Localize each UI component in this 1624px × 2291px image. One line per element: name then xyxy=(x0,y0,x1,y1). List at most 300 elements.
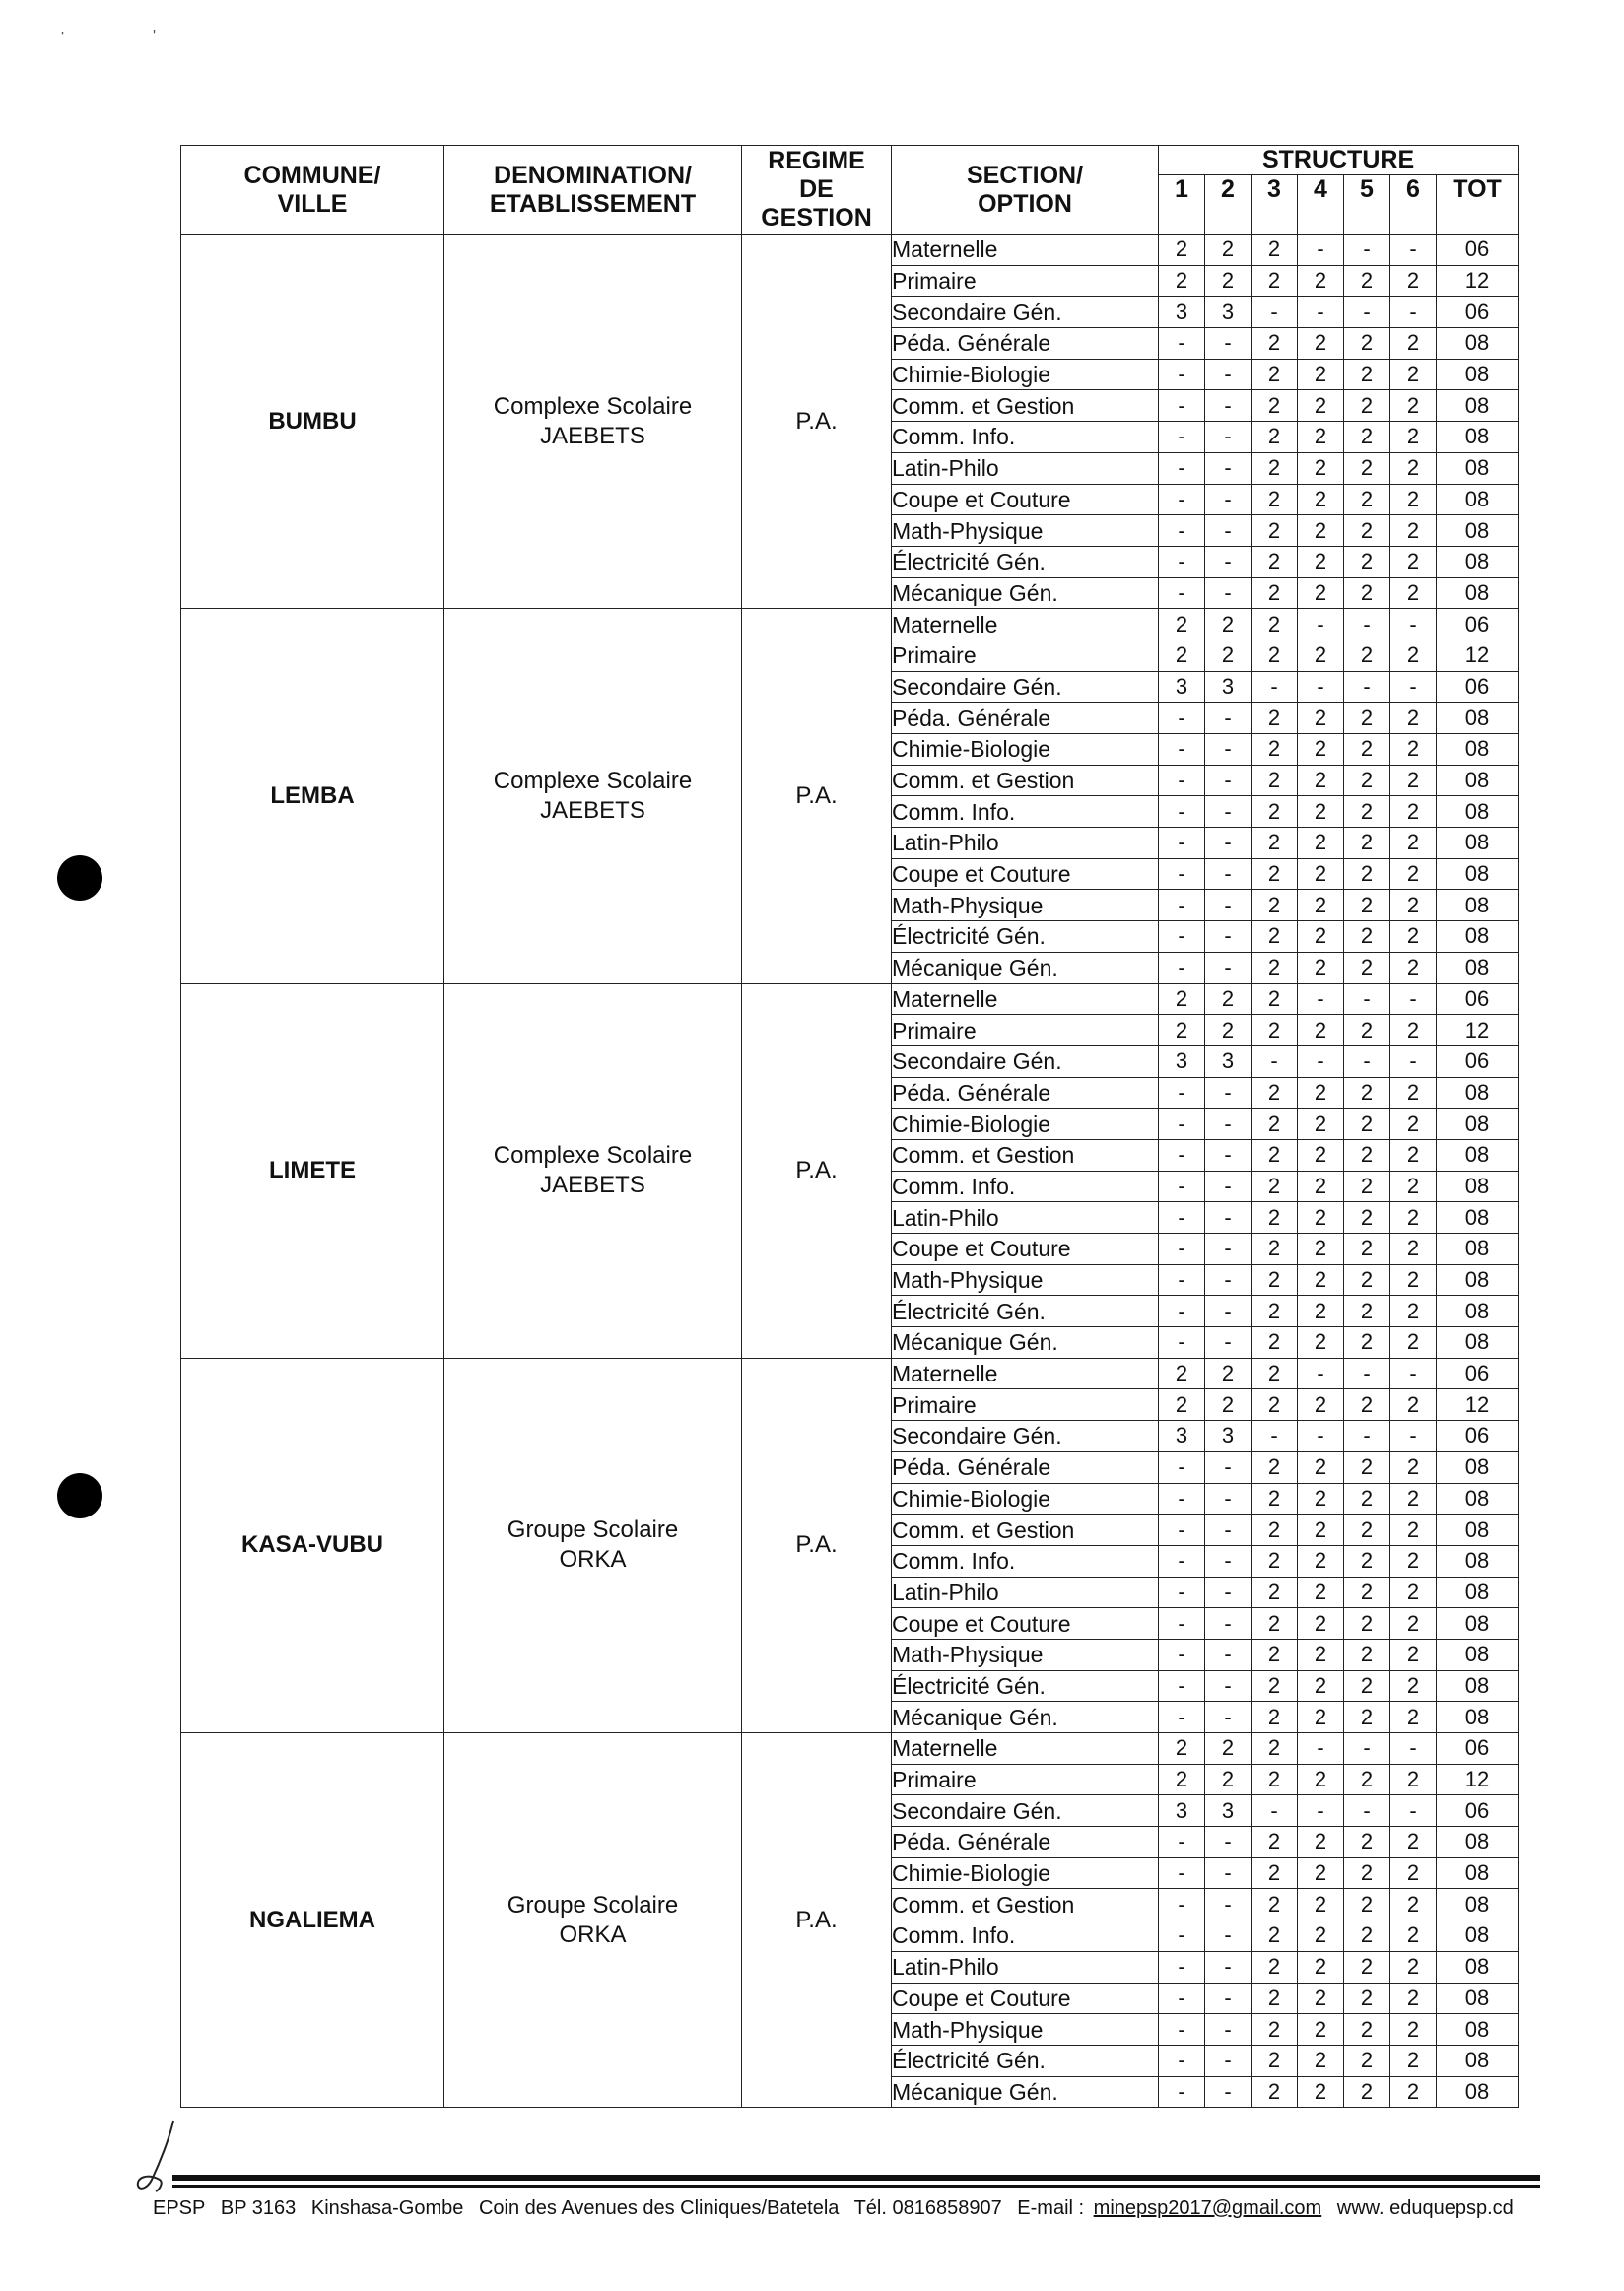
option-name-cell: Math-Physique xyxy=(892,1264,1159,1296)
value-cell: - xyxy=(1390,1795,1437,1827)
value-cell: - xyxy=(1344,297,1390,328)
total-cell: 08 xyxy=(1437,546,1519,577)
value-cell: 2 xyxy=(1344,734,1390,766)
value-cell: 2 xyxy=(1344,952,1390,983)
option-name-cell: Secondaire Gén. xyxy=(892,671,1159,703)
value-cell: - xyxy=(1159,1577,1205,1608)
total-cell: 08 xyxy=(1437,858,1519,890)
value-cell: 2 xyxy=(1390,1764,1437,1795)
value-cell: 2 xyxy=(1298,890,1344,921)
value-cell: 2 xyxy=(1298,1951,1344,1983)
value-cell: 2 xyxy=(1252,1889,1298,1920)
option-name-cell: Coupe et Couture xyxy=(892,1234,1159,1265)
value-cell: 2 xyxy=(1344,2076,1390,2108)
value-cell: 2 xyxy=(1159,983,1205,1015)
value-cell: 2 xyxy=(1159,1015,1205,1046)
value-cell: 2 xyxy=(1205,609,1252,640)
value-cell: 2 xyxy=(1344,1515,1390,1546)
total-cell: 08 xyxy=(1437,1109,1519,1140)
value-cell: 2 xyxy=(1390,1545,1437,1577)
total-cell: 12 xyxy=(1437,265,1519,297)
value-cell: 2 xyxy=(1344,640,1390,671)
value-cell: 2 xyxy=(1344,1951,1390,1983)
value-cell: - xyxy=(1205,1077,1252,1109)
option-name-cell: Comm. et Gestion xyxy=(892,1515,1159,1546)
value-cell: 2 xyxy=(1252,2014,1298,2046)
value-cell: 2 xyxy=(1298,546,1344,577)
option-name-cell: Primaire xyxy=(892,265,1159,297)
footer-address: Coin des Avenues des Cliniques/Batetela xyxy=(478,2197,840,2219)
value-cell: 3 xyxy=(1205,1795,1252,1827)
value-cell: - xyxy=(1159,1670,1205,1702)
total-cell: 08 xyxy=(1437,1857,1519,1889)
value-cell: 2 xyxy=(1390,1327,1437,1359)
value-cell: 2 xyxy=(1252,1608,1298,1640)
value-cell: 2 xyxy=(1390,546,1437,577)
value-cell: - xyxy=(1205,1702,1252,1733)
value-cell: 2 xyxy=(1298,1015,1344,1046)
footer-city: Kinshasa-Gombe xyxy=(310,2197,464,2219)
value-cell: - xyxy=(1298,1795,1344,1827)
value-cell: - xyxy=(1159,2014,1205,2046)
value-cell: 2 xyxy=(1252,546,1298,577)
option-name-cell: Secondaire Gén. xyxy=(892,297,1159,328)
value-cell: 2 xyxy=(1298,1639,1344,1670)
value-cell: 2 xyxy=(1390,858,1437,890)
value-cell: - xyxy=(1344,671,1390,703)
value-cell: - xyxy=(1159,1951,1205,1983)
total-cell: 06 xyxy=(1437,235,1519,266)
value-cell: 2 xyxy=(1252,484,1298,515)
value-cell: 2 xyxy=(1344,703,1390,734)
option-name-cell: Coupe et Couture xyxy=(892,484,1159,515)
value-cell: - xyxy=(1159,952,1205,983)
value-cell: 2 xyxy=(1159,609,1205,640)
establishment-type: Complexe Scolaire xyxy=(493,767,693,794)
value-cell: 2 xyxy=(1252,952,1298,983)
value-cell: 2 xyxy=(1344,1015,1390,1046)
value-cell: 2 xyxy=(1252,1764,1298,1795)
header-structure: STRUCTURE xyxy=(1159,146,1519,175)
header-col-total: TOT xyxy=(1437,175,1519,235)
value-cell: 2 xyxy=(1390,2076,1437,2108)
value-cell: 2 xyxy=(1344,577,1390,609)
value-cell: 2 xyxy=(1390,1171,1437,1202)
value-cell: - xyxy=(1205,734,1252,766)
establishment-type: Complexe Scolaire xyxy=(493,392,693,420)
value-cell: 3 xyxy=(1205,1045,1252,1077)
value-cell: 2 xyxy=(1390,1983,1437,2014)
value-cell: 2 xyxy=(1159,640,1205,671)
header-section: SECTION/ OPTION xyxy=(892,146,1159,235)
option-name-cell: Comm. Info. xyxy=(892,1545,1159,1577)
value-cell: 2 xyxy=(1298,1857,1344,1889)
value-cell: 2 xyxy=(1298,1577,1344,1608)
value-cell: - xyxy=(1205,1577,1252,1608)
regime-cell: P.A. xyxy=(742,983,892,1358)
value-cell: 2 xyxy=(1344,515,1390,547)
value-cell: 2 xyxy=(1205,1358,1252,1389)
value-cell: - xyxy=(1159,390,1205,422)
value-cell: 2 xyxy=(1298,1515,1344,1546)
value-cell: 2 xyxy=(1390,1515,1437,1546)
establishment-name: ORKA xyxy=(559,1546,627,1574)
header-regime: REGIME DE GESTION xyxy=(742,146,892,235)
value-cell: - xyxy=(1344,1358,1390,1389)
value-cell: - xyxy=(1390,1733,1437,1765)
value-cell: 2 xyxy=(1252,609,1298,640)
option-name-cell: Électricité Gén. xyxy=(892,921,1159,953)
option-name-cell: Primaire xyxy=(892,640,1159,671)
option-name-cell: Mécanique Gén. xyxy=(892,1327,1159,1359)
value-cell: 2 xyxy=(1252,390,1298,422)
value-cell: 3 xyxy=(1159,297,1205,328)
value-cell: 2 xyxy=(1390,734,1437,766)
value-cell: 2 xyxy=(1344,1702,1390,1733)
value-cell: 2 xyxy=(1344,1296,1390,1327)
value-cell: 2 xyxy=(1390,484,1437,515)
value-cell: - xyxy=(1159,515,1205,547)
total-cell: 08 xyxy=(1437,1608,1519,1640)
value-cell: 2 xyxy=(1390,1015,1437,1046)
value-cell: - xyxy=(1205,484,1252,515)
value-cell: 2 xyxy=(1344,484,1390,515)
value-cell: 2 xyxy=(1252,1202,1298,1234)
total-cell: 12 xyxy=(1437,1015,1519,1046)
value-cell: - xyxy=(1205,2045,1252,2076)
value-cell: - xyxy=(1159,1109,1205,1140)
total-cell: 12 xyxy=(1437,1764,1519,1795)
value-cell: 2 xyxy=(1205,1389,1252,1421)
value-cell: 2 xyxy=(1252,1109,1298,1140)
option-name-cell: Péda. Générale xyxy=(892,1827,1159,1858)
value-cell: - xyxy=(1344,1795,1390,1827)
value-cell: - xyxy=(1205,1639,1252,1670)
total-cell: 08 xyxy=(1437,1296,1519,1327)
total-cell: 08 xyxy=(1437,1234,1519,1265)
value-cell: 2 xyxy=(1159,1764,1205,1795)
option-name-cell: Maternelle xyxy=(892,983,1159,1015)
value-cell: 2 xyxy=(1252,1545,1298,1577)
footer-email-label: E-mail : xyxy=(1017,2197,1085,2219)
value-cell: 2 xyxy=(1390,1296,1437,1327)
option-name-cell: Électricité Gén. xyxy=(892,2045,1159,2076)
value-cell: 2 xyxy=(1159,1389,1205,1421)
header-col-5: 5 xyxy=(1344,175,1390,235)
total-cell: 08 xyxy=(1437,890,1519,921)
table-row xyxy=(181,1733,1519,1765)
value-cell: - xyxy=(1205,577,1252,609)
value-cell: 2 xyxy=(1252,1389,1298,1421)
total-cell: 08 xyxy=(1437,1920,1519,1952)
total-cell: 08 xyxy=(1437,1077,1519,1109)
value-cell: 2 xyxy=(1252,983,1298,1015)
value-cell: - xyxy=(1159,1077,1205,1109)
value-cell: 2 xyxy=(1159,235,1205,266)
value-cell: - xyxy=(1344,1733,1390,1765)
value-cell: 2 xyxy=(1298,952,1344,983)
value-cell: 2 xyxy=(1390,577,1437,609)
value-cell: - xyxy=(1344,1421,1390,1452)
total-cell: 06 xyxy=(1437,1358,1519,1389)
option-name-cell: Chimie-Biologie xyxy=(892,1857,1159,1889)
value-cell: 2 xyxy=(1390,1920,1437,1952)
total-cell: 08 xyxy=(1437,2076,1519,2108)
total-cell: 08 xyxy=(1437,1327,1519,1359)
total-cell: 08 xyxy=(1437,765,1519,796)
establishment-cell xyxy=(444,609,742,983)
value-cell: 2 xyxy=(1252,1483,1298,1515)
option-name-cell: Mécanique Gén. xyxy=(892,577,1159,609)
value-cell: 2 xyxy=(1344,1545,1390,1577)
option-name-cell: Latin-Philo xyxy=(892,452,1159,484)
header-col-3: 3 xyxy=(1252,175,1298,235)
option-name-cell: Comm. Info. xyxy=(892,1920,1159,1952)
option-name-cell: Latin-Philo xyxy=(892,828,1159,859)
value-cell: - xyxy=(1159,1171,1205,1202)
option-name-cell: Latin-Philo xyxy=(892,1202,1159,1234)
total-cell: 06 xyxy=(1437,1045,1519,1077)
establishment-cell xyxy=(444,1733,742,2108)
punch-hole-upper xyxy=(57,855,102,901)
value-cell: 2 xyxy=(1298,2076,1344,2108)
value-cell: 2 xyxy=(1344,1389,1390,1421)
value-cell: 2 xyxy=(1252,1327,1298,1359)
option-name-cell: Math-Physique xyxy=(892,890,1159,921)
footer-email-link[interactable]: minepsp2017@gmail.com xyxy=(1093,2197,1322,2219)
value-cell: 2 xyxy=(1390,1264,1437,1296)
value-cell: 2 xyxy=(1390,390,1437,422)
value-cell: 2 xyxy=(1298,2045,1344,2076)
value-cell: - xyxy=(1205,1857,1252,1889)
value-cell: - xyxy=(1205,1171,1252,1202)
total-cell: 08 xyxy=(1437,359,1519,390)
value-cell: 2 xyxy=(1344,390,1390,422)
value-cell: - xyxy=(1344,1045,1390,1077)
option-name-cell: Latin-Philo xyxy=(892,1951,1159,1983)
value-cell: 2 xyxy=(1298,1702,1344,1733)
value-cell: 2 xyxy=(1344,1639,1390,1670)
value-cell: - xyxy=(1298,983,1344,1015)
value-cell: - xyxy=(1390,1045,1437,1077)
value-cell: - xyxy=(1390,609,1437,640)
value-cell: 3 xyxy=(1159,1421,1205,1452)
table-row xyxy=(181,235,1519,266)
option-name-cell: Chimie-Biologie xyxy=(892,734,1159,766)
value-cell: 2 xyxy=(1252,1857,1298,1889)
total-cell: 06 xyxy=(1437,1421,1519,1452)
value-cell: - xyxy=(1159,734,1205,766)
value-cell: 2 xyxy=(1344,359,1390,390)
value-cell: - xyxy=(1205,890,1252,921)
total-cell: 08 xyxy=(1437,952,1519,983)
value-cell: 2 xyxy=(1298,1827,1344,1858)
value-cell: - xyxy=(1159,422,1205,453)
total-cell: 08 xyxy=(1437,1670,1519,1702)
option-name-cell: Maternelle xyxy=(892,235,1159,266)
value-cell: 2 xyxy=(1252,515,1298,547)
total-cell: 08 xyxy=(1437,2014,1519,2046)
total-cell: 08 xyxy=(1437,1483,1519,1515)
value-cell: 2 xyxy=(1390,1951,1437,1983)
commune-cell: LIMETE xyxy=(181,983,444,1358)
value-cell: 2 xyxy=(1344,1889,1390,1920)
value-cell: 2 xyxy=(1298,796,1344,828)
value-cell: 2 xyxy=(1344,1608,1390,1640)
total-cell: 06 xyxy=(1437,671,1519,703)
value-cell: 2 xyxy=(1159,1358,1205,1389)
value-cell: 2 xyxy=(1298,1483,1344,1515)
value-cell: 2 xyxy=(1252,1702,1298,1733)
value-cell: - xyxy=(1159,328,1205,360)
value-cell: - xyxy=(1252,1421,1298,1452)
value-cell: 2 xyxy=(1252,1827,1298,1858)
value-cell: - xyxy=(1205,1264,1252,1296)
value-cell: - xyxy=(1390,1421,1437,1452)
value-cell: 2 xyxy=(1390,265,1437,297)
footer-web[interactable]: www. eduquepsp.cd xyxy=(1336,2197,1514,2219)
value-cell: 2 xyxy=(1344,2045,1390,2076)
value-cell: - xyxy=(1159,921,1205,953)
value-cell: 2 xyxy=(1390,1483,1437,1515)
value-cell: 2 xyxy=(1298,828,1344,859)
total-cell: 08 xyxy=(1437,422,1519,453)
option-name-cell: Maternelle xyxy=(892,1358,1159,1389)
value-cell: - xyxy=(1205,359,1252,390)
value-cell: 2 xyxy=(1298,921,1344,953)
option-name-cell: Comm. et Gestion xyxy=(892,390,1159,422)
commune-cell: NGALIEMA xyxy=(181,1733,444,2108)
value-cell: 2 xyxy=(1252,577,1298,609)
value-cell: 2 xyxy=(1344,265,1390,297)
establishment-cell xyxy=(444,235,742,609)
value-cell: - xyxy=(1205,828,1252,859)
value-cell: 2 xyxy=(1344,1139,1390,1171)
value-cell: - xyxy=(1252,1795,1298,1827)
value-cell: - xyxy=(1205,858,1252,890)
value-cell: - xyxy=(1205,921,1252,953)
header-col-4: 4 xyxy=(1298,175,1344,235)
value-cell: 2 xyxy=(1252,1577,1298,1608)
value-cell: 2 xyxy=(1390,515,1437,547)
value-cell: 2 xyxy=(1159,265,1205,297)
value-cell: - xyxy=(1159,1608,1205,1640)
value-cell: - xyxy=(1205,422,1252,453)
value-cell: 2 xyxy=(1252,1670,1298,1702)
value-cell: - xyxy=(1159,2076,1205,2108)
regime-cell: P.A. xyxy=(742,1358,892,1732)
value-cell: 2 xyxy=(1344,1764,1390,1795)
establishment-type: Complexe Scolaire xyxy=(493,1142,693,1170)
value-cell: - xyxy=(1205,390,1252,422)
value-cell: 2 xyxy=(1252,1171,1298,1202)
option-name-cell: Électricité Gén. xyxy=(892,1670,1159,1702)
value-cell: 2 xyxy=(1298,703,1344,734)
value-cell: 3 xyxy=(1205,297,1252,328)
value-cell: 2 xyxy=(1298,390,1344,422)
option-name-cell: Maternelle xyxy=(892,1733,1159,1765)
value-cell: 2 xyxy=(1390,422,1437,453)
total-cell: 08 xyxy=(1437,921,1519,953)
value-cell: - xyxy=(1390,1358,1437,1389)
value-cell: - xyxy=(1205,1827,1252,1858)
total-cell: 08 xyxy=(1437,1889,1519,1920)
value-cell: 2 xyxy=(1252,422,1298,453)
value-cell: 2 xyxy=(1390,703,1437,734)
total-cell: 08 xyxy=(1437,1639,1519,1670)
value-cell: - xyxy=(1159,1702,1205,1733)
total-cell: 08 xyxy=(1437,515,1519,547)
value-cell: - xyxy=(1205,1451,1252,1483)
total-cell: 08 xyxy=(1437,1264,1519,1296)
value-cell: 2 xyxy=(1390,1139,1437,1171)
value-cell: - xyxy=(1159,1483,1205,1515)
total-cell: 12 xyxy=(1437,1389,1519,1421)
value-cell: 3 xyxy=(1159,671,1205,703)
value-cell: - xyxy=(1205,1139,1252,1171)
option-name-cell: Électricité Gén. xyxy=(892,1296,1159,1327)
option-name-cell: Chimie-Biologie xyxy=(892,359,1159,390)
value-cell: 2 xyxy=(1252,1983,1298,2014)
value-cell: - xyxy=(1205,1483,1252,1515)
value-cell: 2 xyxy=(1344,1451,1390,1483)
value-cell: 2 xyxy=(1344,1264,1390,1296)
regime-cell: P.A. xyxy=(742,609,892,983)
total-cell: 08 xyxy=(1437,452,1519,484)
total-cell: 08 xyxy=(1437,1983,1519,2014)
value-cell: 2 xyxy=(1390,828,1437,859)
value-cell: - xyxy=(1205,2076,1252,2108)
value-cell: 2 xyxy=(1344,1857,1390,1889)
value-cell: - xyxy=(1298,609,1344,640)
value-cell: 2 xyxy=(1344,1327,1390,1359)
value-cell: 2 xyxy=(1390,1857,1437,1889)
value-cell: 2 xyxy=(1344,546,1390,577)
value-cell: - xyxy=(1205,1545,1252,1577)
option-name-cell: Électricité Gén. xyxy=(892,546,1159,577)
value-cell: - xyxy=(1159,890,1205,921)
value-cell: 2 xyxy=(1390,1077,1437,1109)
total-cell: 08 xyxy=(1437,1702,1519,1733)
value-cell: 2 xyxy=(1390,1109,1437,1140)
value-cell: - xyxy=(1298,1733,1344,1765)
value-cell: 2 xyxy=(1252,359,1298,390)
value-cell: 2 xyxy=(1298,452,1344,484)
value-cell: - xyxy=(1205,1109,1252,1140)
value-cell: 2 xyxy=(1344,452,1390,484)
total-cell: 08 xyxy=(1437,577,1519,609)
value-cell: 2 xyxy=(1205,265,1252,297)
value-cell: - xyxy=(1205,1515,1252,1546)
total-cell: 08 xyxy=(1437,734,1519,766)
table-row xyxy=(181,609,1519,640)
value-cell: 2 xyxy=(1252,1015,1298,1046)
commune-cell: LEMBA xyxy=(181,609,444,983)
value-cell: 2 xyxy=(1252,2076,1298,2108)
header-commune: COMMUNE/ VILLE xyxy=(181,146,444,235)
regime-cell: P.A. xyxy=(742,235,892,609)
value-cell: 2 xyxy=(1344,1234,1390,1265)
total-cell: 08 xyxy=(1437,1171,1519,1202)
value-cell: 2 xyxy=(1252,796,1298,828)
option-name-cell: Coupe et Couture xyxy=(892,858,1159,890)
value-cell: 2 xyxy=(1252,1264,1298,1296)
value-cell: 2 xyxy=(1390,452,1437,484)
option-name-cell: Comm. et Gestion xyxy=(892,1139,1159,1171)
value-cell: 2 xyxy=(1390,328,1437,360)
value-cell: - xyxy=(1205,1889,1252,1920)
value-cell: - xyxy=(1390,983,1437,1015)
